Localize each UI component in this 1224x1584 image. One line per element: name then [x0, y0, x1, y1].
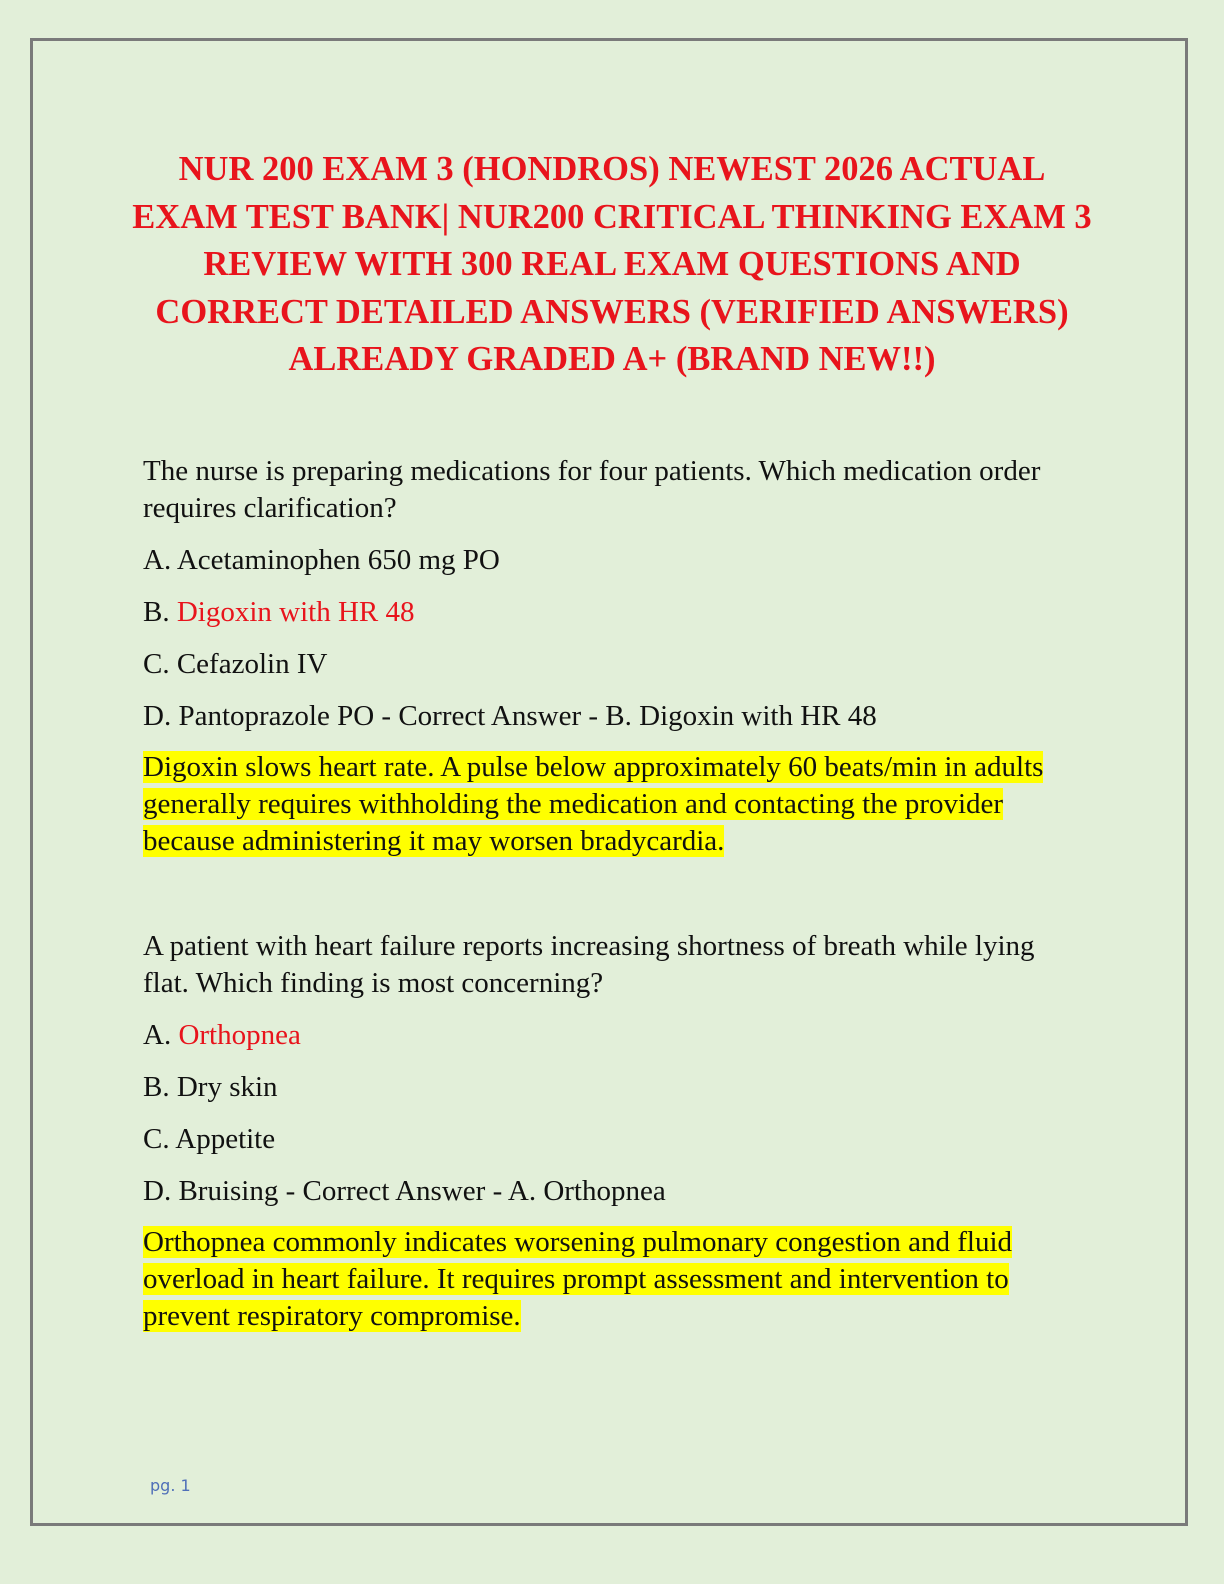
rationale	[143, 1224, 1083, 1335]
rationale-text: Orthopnea commonly indicates worsening pulmonary congestion and fluid overload in heart failure. It requires prompt assessment and intervention to prevent respiratory compromise.	[143, 1226, 1013, 1332]
option-b	[143, 1069, 1083, 1106]
option-text: Cefazolin IV	[176, 648, 328, 680]
option-letter: D.	[143, 700, 179, 732]
question-stem: A patient with heart failure reports increasing shortness of breath while lying flat. Which finding is most concerning?	[143, 930, 1035, 999]
option-b	[143, 594, 1083, 631]
option-letter: C.	[143, 1123, 176, 1155]
option-letter: B.	[143, 596, 177, 628]
option-letter: A.	[143, 1019, 179, 1051]
option-c	[143, 1121, 1083, 1158]
option-text: Dry skin	[176, 1071, 278, 1103]
option-a	[143, 542, 1083, 579]
rationale	[143, 749, 1083, 860]
option-text: Appetite	[175, 1123, 276, 1155]
option-text: Bruising - Correct Answer - A. Orthopnea	[178, 1175, 666, 1207]
page-number: pg. 1	[150, 1476, 191, 1495]
option-c	[143, 646, 1083, 683]
question-block-1	[143, 453, 1083, 860]
correct-option-text: Digoxin with HR 48	[176, 596, 415, 628]
document-title: NUR 200 EXAM 3 (HONDROS) NEWEST 2026 ACTUAL EXAM TEST BANK| NUR200 CRITICAL THINKING EXAM 3 REVIEW WITH 300 REAL EXAM QUESTIONS AND CORRECT DETAILED ANSWERS (VERIFIED ANSWERS) ALREADY GRADED A+ (BRAND NEW!!)	[132, 150, 1092, 378]
option-letter: C.	[143, 648, 177, 680]
question-stem: The nurse is preparing medications for four patients. Which medication order requires clarification?	[143, 455, 1041, 524]
option-letter: A.	[143, 544, 177, 576]
document-content	[143, 453, 1083, 1335]
option-d	[143, 1173, 1083, 1210]
question-block-2	[143, 928, 1083, 1335]
rationale-text: Digoxin slows heart rate. A pulse below approximately 60 beats/min in adults generally requires withholding the medication and contacting the provider because administering it may worsen bradycardia.	[143, 751, 1044, 857]
option-letter: D.	[143, 1175, 179, 1207]
option-d	[143, 698, 1083, 735]
correct-option-text: Orthopnea	[178, 1019, 301, 1051]
option-text: Pantoprazole PO - Correct Answer - B. Digoxin with HR 48	[178, 700, 877, 732]
option-letter: B.	[143, 1071, 177, 1103]
option-a	[143, 1017, 1083, 1054]
option-text: Acetaminophen 650 mg PO	[176, 544, 500, 576]
